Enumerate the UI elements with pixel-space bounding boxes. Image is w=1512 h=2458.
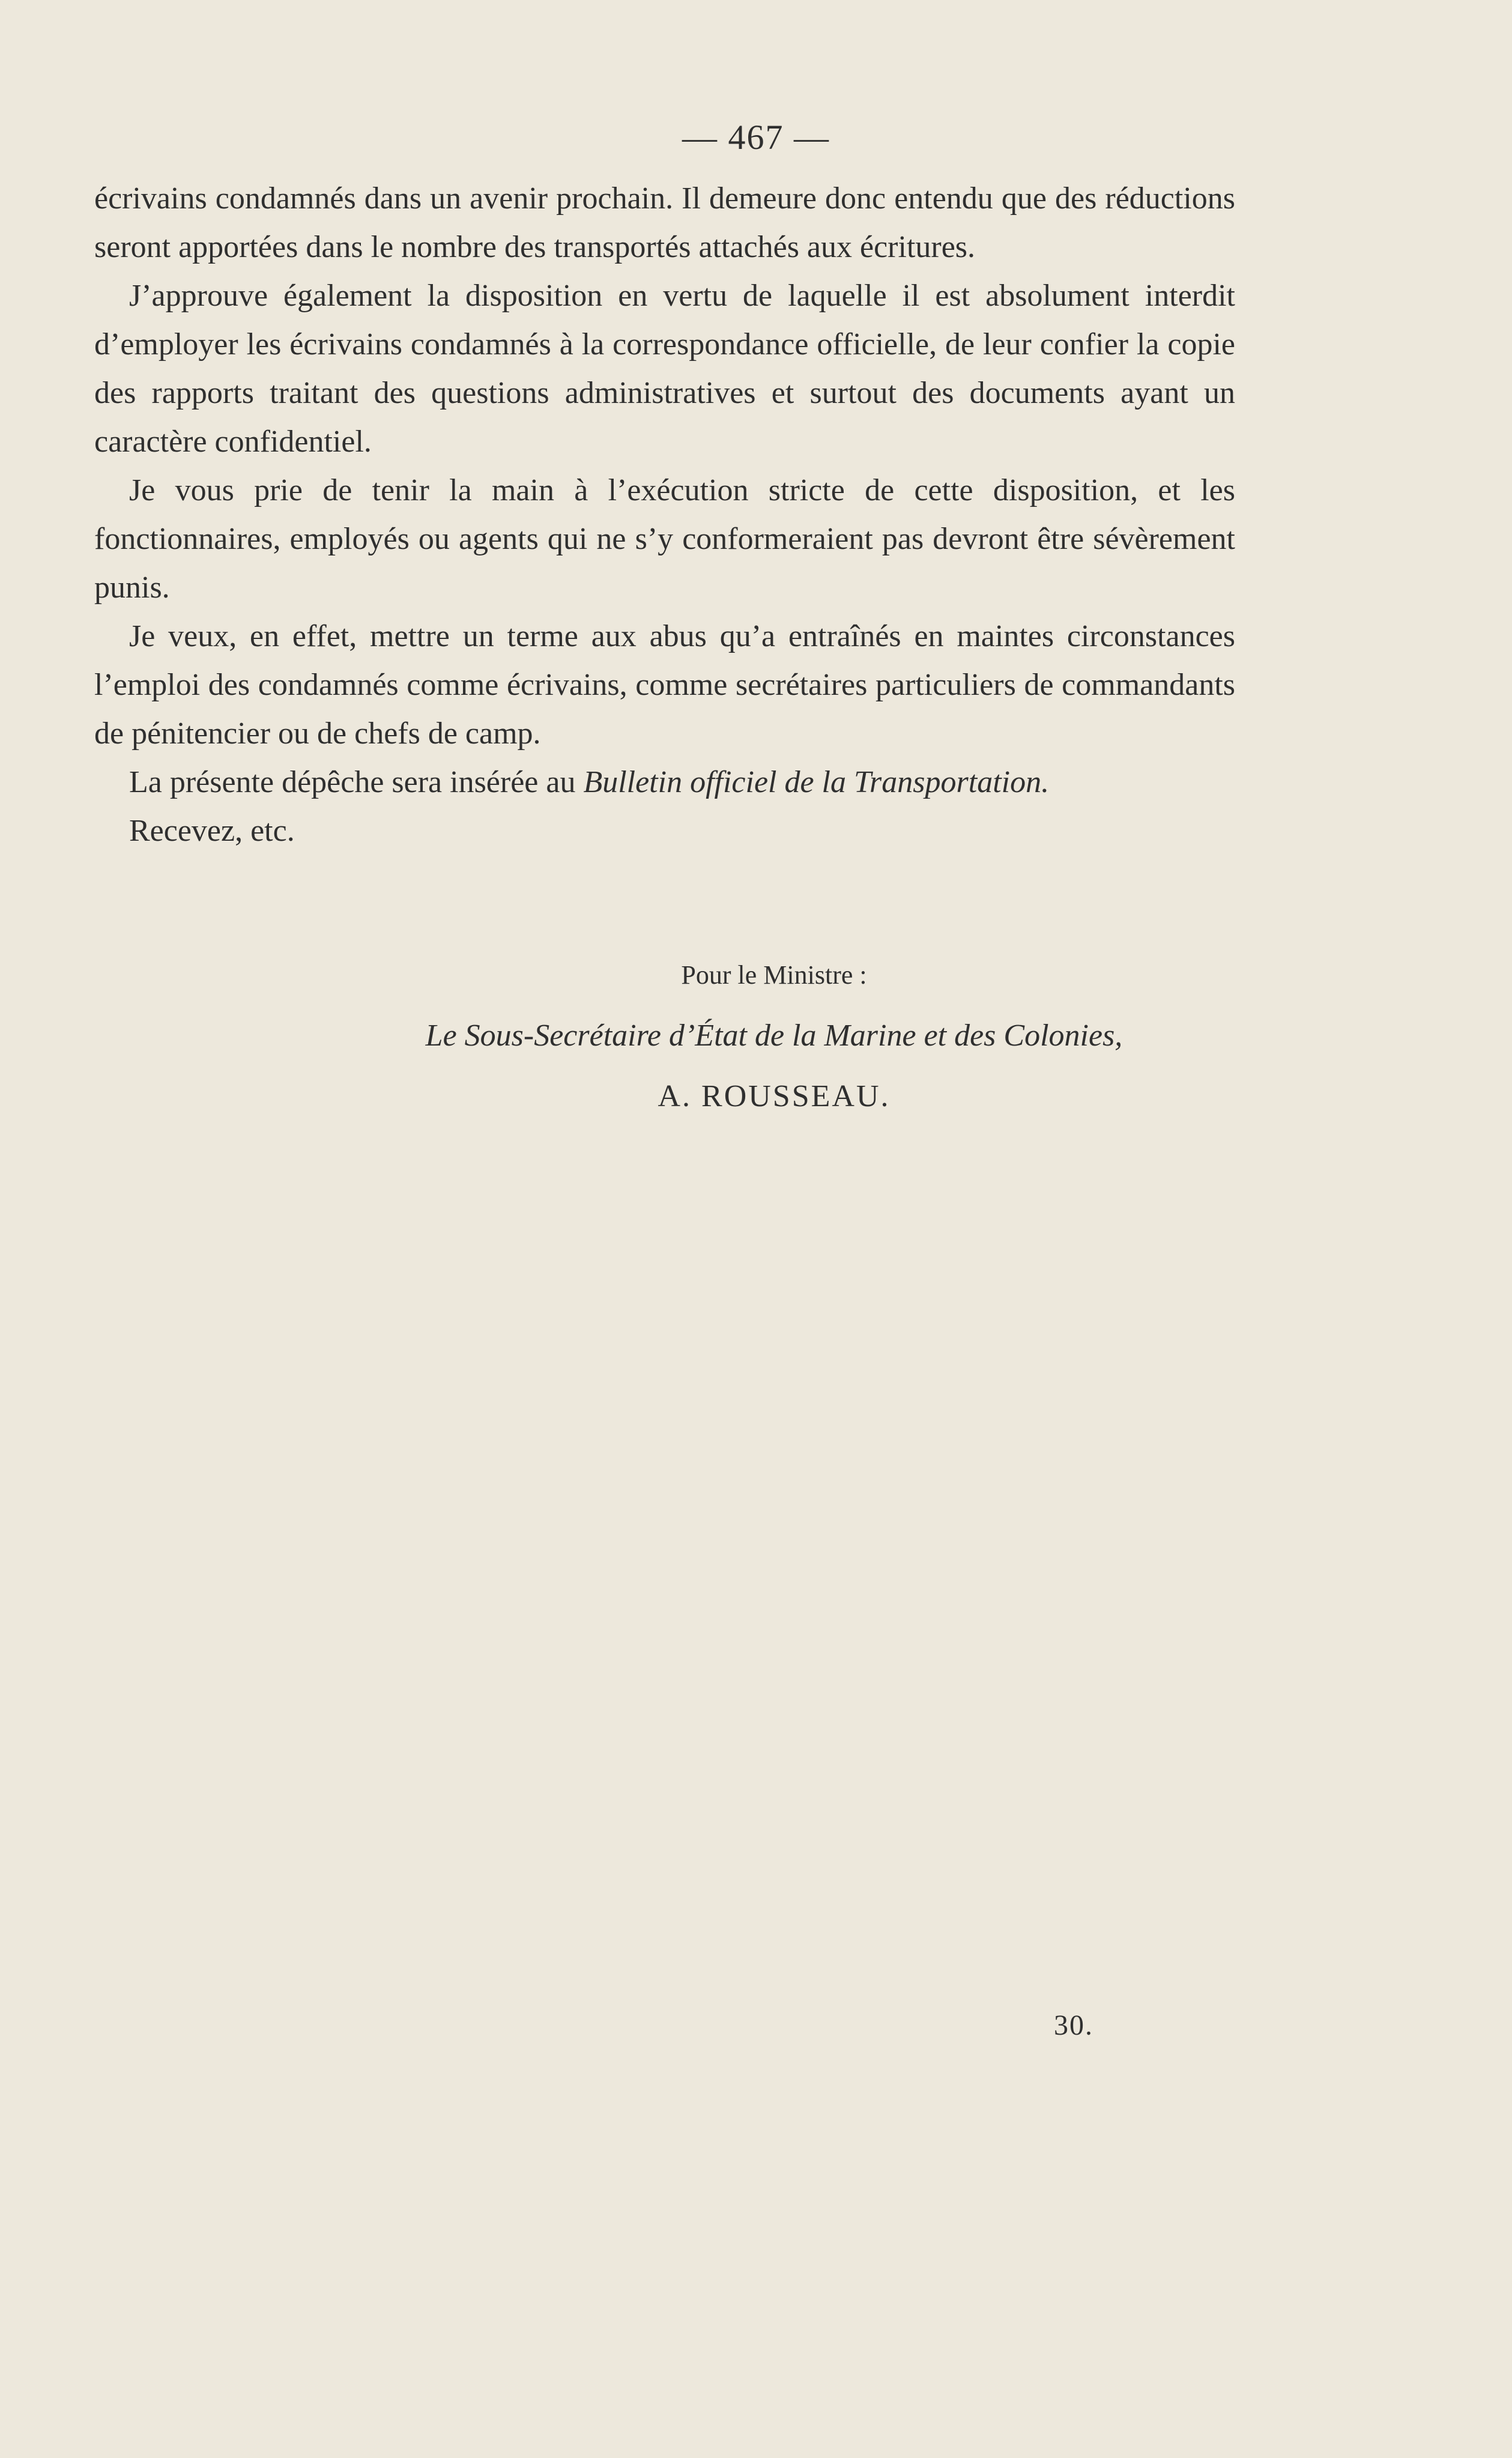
body-text (94, 174, 1235, 855)
signature-title: Le Sous-Secrétaire d’État de la Marine et des Colonies, (425, 1019, 1123, 1053)
paragraph-2: J’approuve également la disposition en vertu de laquelle il est absolument interdit d’employer les écrivains condamnés à la correspondance officielle, de leur confier la copie des rapports traitant des questions administratives et surtout des documents ayant un caractère confidentiel. (94, 279, 1235, 459)
gathering-signature-mark: 30. (1054, 2009, 1093, 2041)
paragraph-3: Je vous prie de tenir la main à l’exécution stricte de cette disposition, et les fonctionnaires, employés ou agents qui ne s’y conformeraient pas devront être sévèrement punis. (94, 473, 1235, 605)
page-number: — 467 — (682, 118, 830, 157)
paragraph-5 (94, 758, 1235, 807)
bulletin-title: Bulletin officiel de la Transportation. (583, 765, 1050, 799)
signature-intro: Pour le Ministre : (681, 960, 867, 990)
closing-formula: Recevez, etc. (129, 814, 295, 848)
signature-name: A. ROUSSEAU. (658, 1079, 891, 1113)
paragraph-1: écrivains condamnés dans un avenir prochain. Il demeure donc entendu que des réductions seront apportées dans le nombre des transportés attachés aux écritures. (94, 181, 1235, 264)
paragraph-4: Je veux, en effet, mettre un terme aux abus qu’a entraînés en maintes circonstances l’emploi des condamnés comme écrivains, comme secrétaires particuliers de commandants de pénitencier ou de chefs de camp. (94, 619, 1235, 751)
paragraph-5-text: La présente dépêche sera insérée au (129, 765, 584, 799)
